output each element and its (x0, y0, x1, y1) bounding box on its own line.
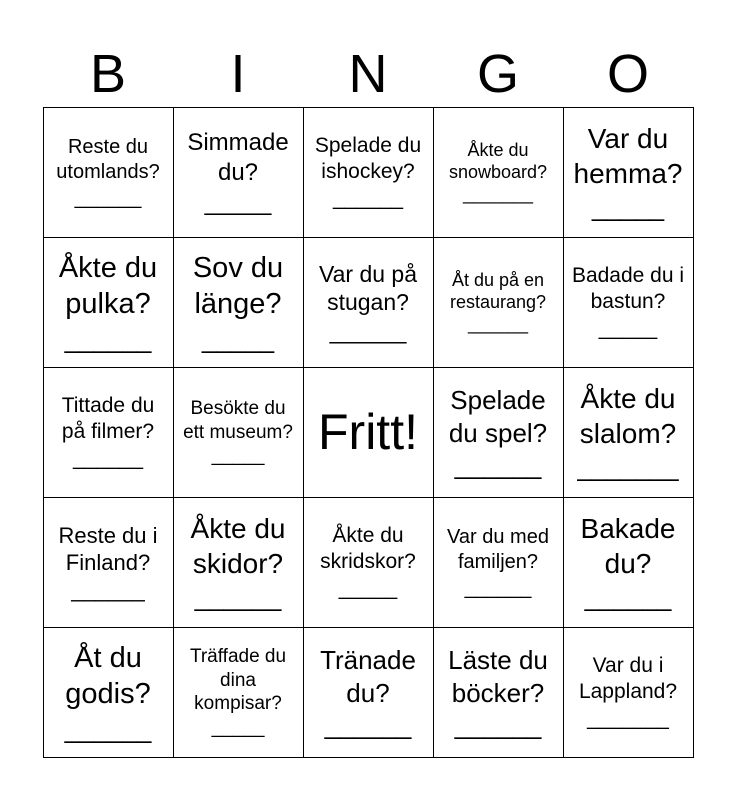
bingo-cell (433, 107, 564, 238)
header-letter-b: B (89, 44, 127, 104)
bingo-board (43, 107, 693, 757)
cell-question: Besökte du ett museum? (183, 398, 293, 443)
answer-blank-line: ______ (454, 449, 542, 480)
header-letter-n: N (348, 44, 388, 104)
cell-question: Åt du på en restaurang? (449, 269, 547, 313)
cell-question: Var du på stugan? (318, 260, 418, 316)
answer-blank-line: _____ (591, 192, 665, 223)
bingo-cell (563, 367, 694, 498)
answer-blank-line: ______ (64, 713, 152, 744)
answer-blank-line: ______ (329, 317, 407, 344)
bingo-header (43, 42, 693, 106)
bingo-cell (173, 237, 304, 368)
answer-blank-line: ______ (72, 447, 144, 471)
cell-question: Reste du i Finland? (58, 522, 158, 575)
answer-blank-line: _______ (587, 707, 669, 731)
bingo-cell (433, 497, 564, 628)
answer-blank-line: _____ (211, 716, 265, 738)
answer-blank-line: ______ (71, 577, 145, 603)
bingo-cell (433, 367, 564, 498)
cell-question: Reste du utomlands? (56, 136, 160, 183)
cell-question: Spelade du ishockey? (314, 134, 422, 184)
bingo-cell (563, 627, 694, 758)
answer-blank-line: _____ (338, 577, 398, 601)
free-space-cell (303, 367, 434, 498)
bingo-cell (173, 367, 304, 498)
cell-question: Åkte du slalom? (579, 382, 677, 449)
free-space-label: Fritt! (318, 404, 418, 460)
answer-blank-line: _____ (598, 317, 658, 341)
bingo-cell (563, 107, 694, 238)
bingo-cell (303, 237, 434, 368)
bingo-cell (43, 107, 174, 238)
cell-question: Var du med familjen? (447, 526, 549, 573)
cell-question: Var du i Lappland? (578, 654, 678, 704)
bingo-cell (303, 497, 434, 628)
header-letter-i: I (230, 44, 246, 104)
cell-question: Spelade du spel? (448, 385, 548, 448)
answer-blank-line: ______ (74, 186, 142, 209)
bingo-cell (433, 627, 564, 758)
header-letter-g: G (476, 44, 519, 104)
cell-question: Tränade du? (320, 645, 416, 708)
bingo-cell (43, 237, 174, 368)
answer-blank-line: ______ (464, 576, 532, 599)
cell-question: Åkte du pulka? (58, 251, 158, 320)
answer-blank-line: ______ (584, 582, 672, 613)
cell-question: Åkte du snowboard? (448, 139, 548, 183)
answer-blank-line: _____ (201, 323, 275, 354)
bingo-cell (303, 627, 434, 758)
answer-blank-line: _____ (204, 188, 272, 216)
bingo-cell (173, 497, 304, 628)
answer-blank-line: _______ (577, 452, 679, 483)
cell-question: Åkte du skridskor? (320, 524, 416, 574)
answer-blank-line: ______ (467, 314, 529, 335)
cell-question: Åkte du skidor? (190, 512, 286, 579)
header-letter-o: O (606, 44, 649, 104)
bingo-cell (433, 237, 564, 368)
cell-question: Tittade du på filmer? (61, 394, 155, 444)
answer-blank-line: ______ (194, 582, 282, 613)
answer-blank-line: ______ (454, 709, 542, 740)
bingo-cell (563, 237, 694, 368)
cell-question: Träffade du dina kompisar? (189, 646, 287, 715)
bingo-cell (173, 107, 304, 238)
cell-question: Var du hemma? (573, 122, 683, 189)
bingo-cell (43, 497, 174, 628)
cell-question: Åt du godis? (65, 641, 151, 710)
answer-blank-line: _____ (211, 445, 265, 467)
bingo-cell (43, 627, 174, 758)
bingo-cell (173, 627, 304, 758)
bingo-cell (563, 497, 694, 628)
cell-question: Bakade du? (580, 512, 676, 579)
bingo-cell (303, 107, 434, 238)
cell-question: Badade du i bastun? (571, 264, 685, 314)
cell-question: Sov du länge? (192, 251, 284, 320)
cell-question: Simmade du? (187, 129, 289, 186)
answer-blank-line: ______ (324, 709, 412, 740)
answer-blank-line: ______ (332, 187, 404, 211)
bingo-cell (43, 367, 174, 498)
cell-question: Läste du böcker? (448, 645, 548, 708)
answer-blank-line: _______ (462, 184, 534, 205)
answer-blank-line: ______ (64, 323, 152, 354)
